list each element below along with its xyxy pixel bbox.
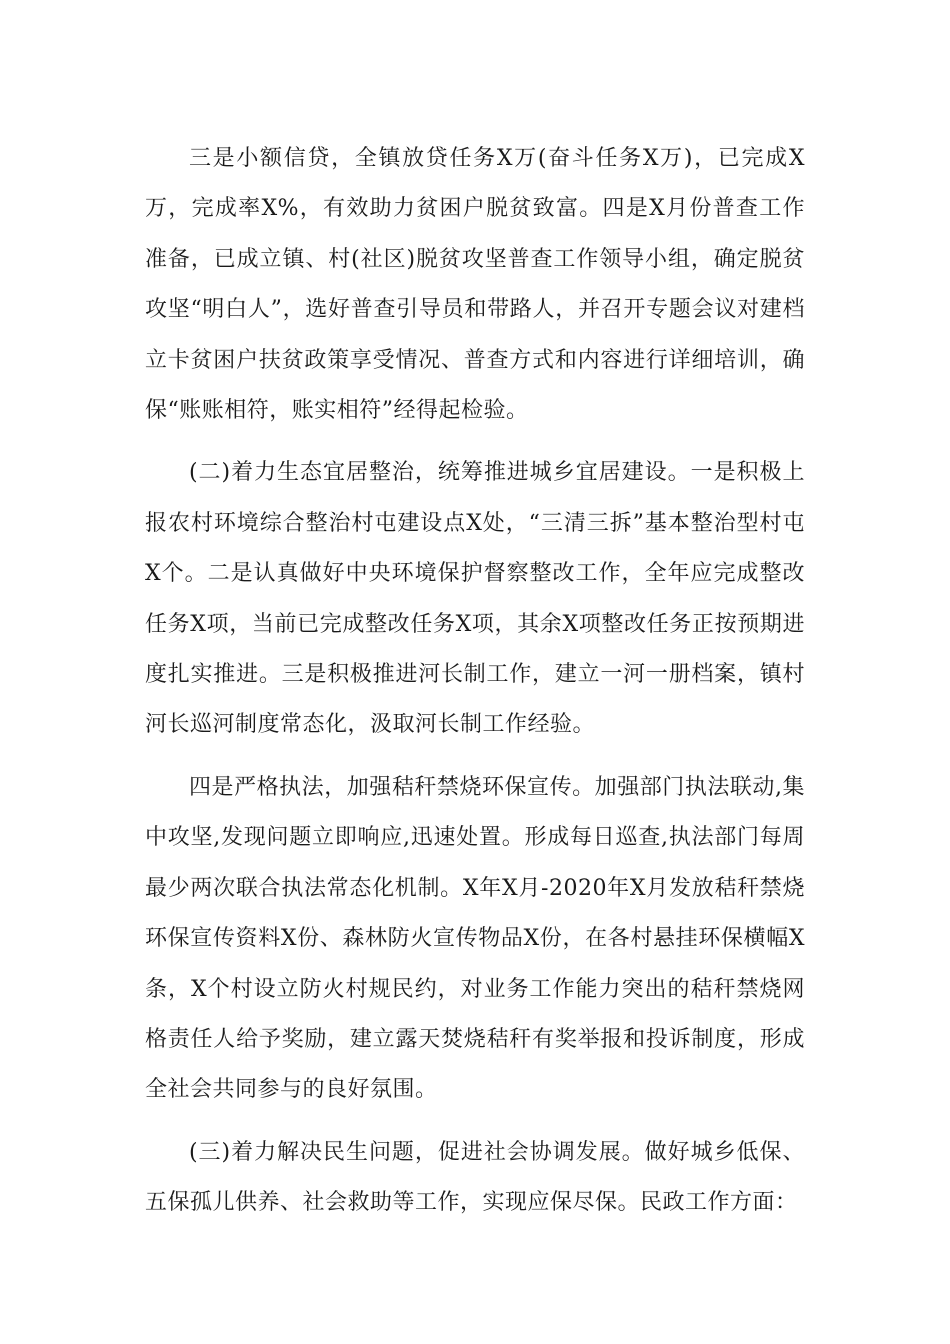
paragraph-straw-burning-enforcement: 四是严格执法，加强秸秆禁烧环保宣传。加强部门执法联动,集中攻坚,发现问题立即响应,迅速处置。形成每日巡查,执法部门每周最少两次联合执法常态化机制。X年X月-2020年X月发放秸秆禁烧环保宣传资料X份、森林防火宣传物品X份，在各村悬挂环保横幅X条，X个村设立防火村规民约，对业务工作能力突出的秸秆禁烧网格责任人给予奖励，建立露天焚烧秸秆有奖举报和投诉制度，形成全社会共同参与的良好氛围。	[145, 774, 805, 1103]
document-body	[145, 134, 805, 1241]
paragraph-ecological-livability: (二)着力生态宜居整治，统筹推进城乡宜居建设。一是积极上报农村环境综合整治村屯建设点X处，“三清三拆”基本整治型村屯X个。二是认真做好中央环境保护督察整改工作，全年应完成整改任务X项，当前已完成整改任务X项，其余X项整改任务正按预期进度扎实推进。三是积极推进河长制工作，建立一河一册档案，镇村河长巡河制度常态化，汲取河长制工作经验。	[145, 460, 805, 738]
paragraph-livelihood-issues: (三)着力解决民生问题，促进社会协调发展。做好城乡低保、五保孤儿供养、社会救助等工作，实现应保尽保。民政工作方面：	[145, 1139, 805, 1216]
paragraph-microcredit: 三是小额信贷，全镇放贷任务X万(奋斗任务X万)，已完成X万，完成率X%，有效助力贫困户脱贫致富。四是X月份普查工作准备，已成立镇、村(社区)脱贫攻坚普查工作领导小组，确定脱贫攻坚“明白人”，选好普查引导员和带路人，并召开专题会议对建档立卡贫困户扶贫政策享受情况、普查方式和内容进行详细培训，确保“账账相符，账实相符”经得起检验。	[145, 146, 805, 424]
